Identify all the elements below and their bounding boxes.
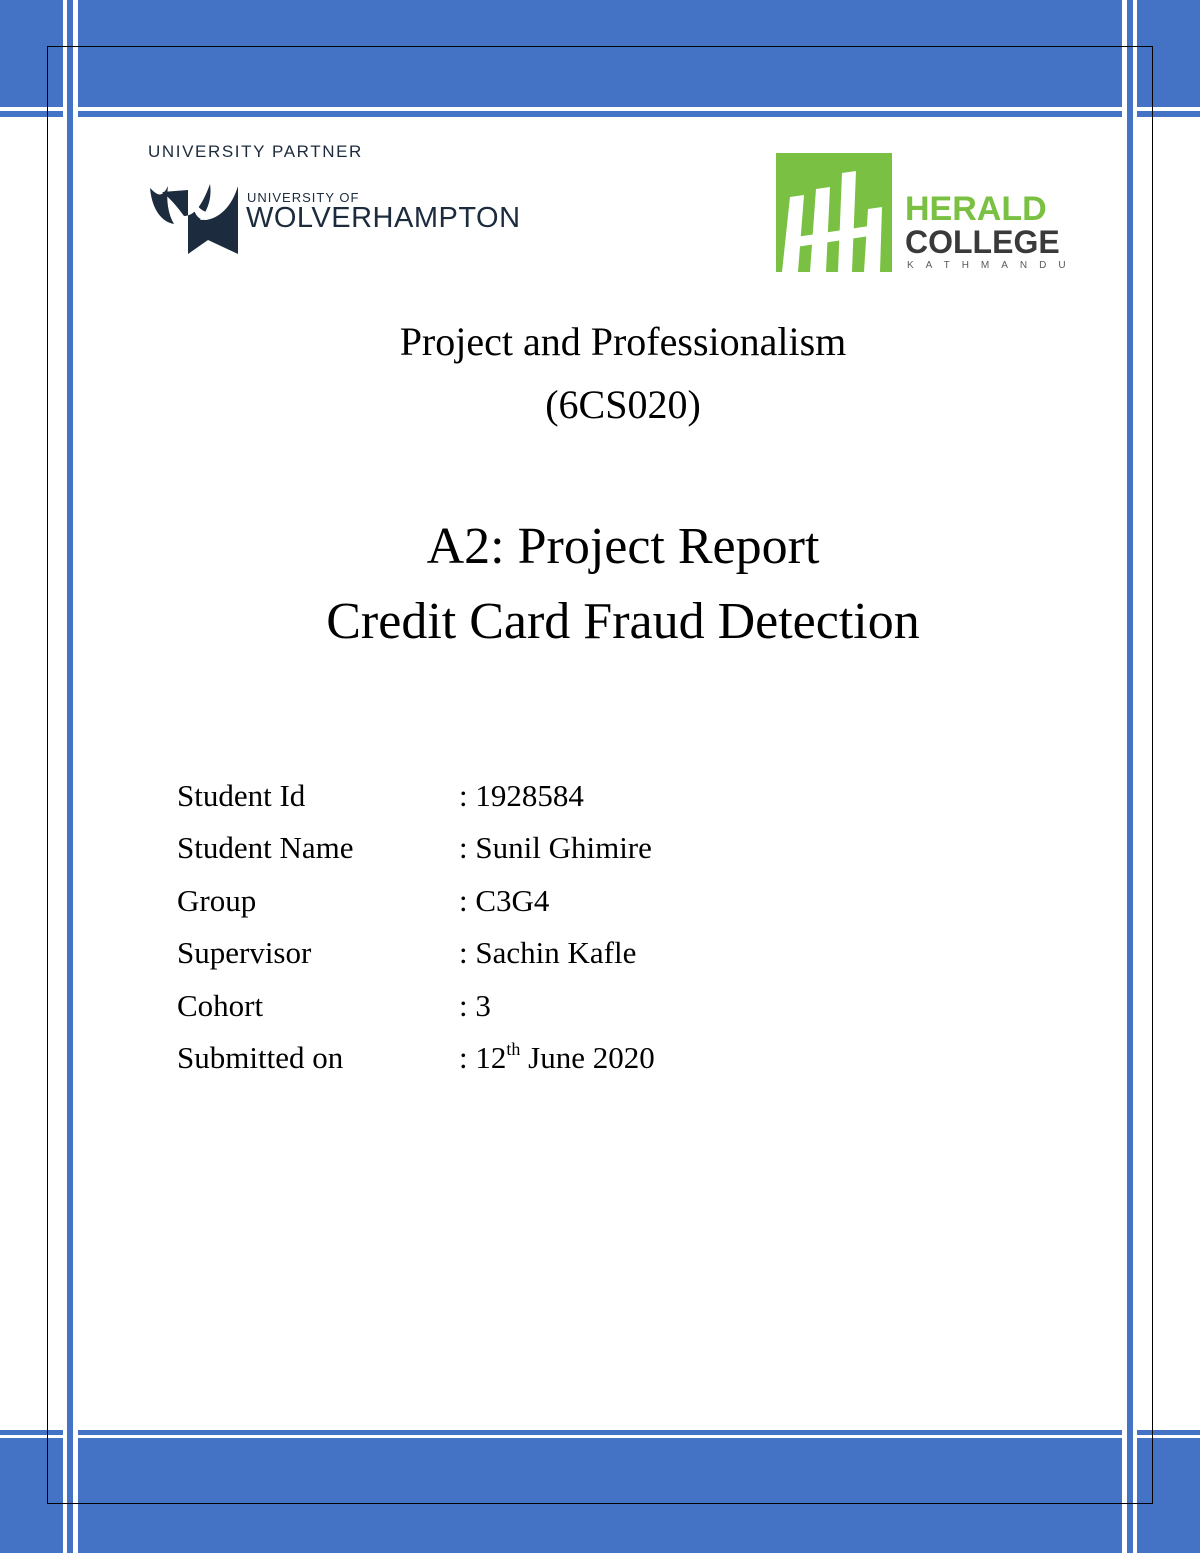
detail-label: Student Name xyxy=(177,830,354,866)
detail-label: Student Id xyxy=(177,778,306,813)
detail-value: : 1928584 xyxy=(459,778,584,813)
module-code: (6CS020) xyxy=(545,382,701,427)
kathmandu-label: KATHMANDU xyxy=(907,260,1078,271)
detail-label: Supervisor xyxy=(177,935,312,971)
detail-label: Group xyxy=(177,882,257,918)
bottom-border-line xyxy=(0,1430,1200,1435)
wolverhampton-name: WOLVERHAMPTON xyxy=(246,202,521,234)
left-border-gap-inner xyxy=(73,0,78,1553)
detail-value: : Sachin Kafle xyxy=(459,935,637,971)
detail-label: Submitted on xyxy=(177,1039,344,1075)
top-border-line xyxy=(0,112,1200,117)
herald-college-logo-icon xyxy=(776,153,892,272)
date-month-year: June 2020 xyxy=(520,1039,655,1075)
report-subtitle: Credit Card Fraud Detection xyxy=(326,593,920,650)
college-label: COLLEGE xyxy=(905,224,1060,260)
date-ordinal-suffix: th xyxy=(506,1038,521,1059)
report-title: A2: Project Report xyxy=(426,518,820,575)
top-border-gap xyxy=(0,107,1200,111)
university-partner-label: UNIVERSITY PARTNER xyxy=(148,142,363,161)
detail-label: Cohort xyxy=(177,987,264,1023)
date-day: : 12 xyxy=(459,1039,507,1075)
detail-value xyxy=(459,1037,655,1079)
bottom-border-band xyxy=(0,1438,1200,1553)
herald-label: HERALD xyxy=(905,190,1047,228)
detail-value: : C3G4 xyxy=(459,882,550,918)
wolverhampton-logo-icon xyxy=(148,180,240,254)
module-title: Project and Professionalism xyxy=(399,319,847,364)
university-of-label: UNIVERSITY OF xyxy=(247,190,360,205)
right-border-gap xyxy=(1133,0,1137,1553)
detail-value: : 3 xyxy=(459,987,491,1023)
top-border-band xyxy=(0,0,1200,112)
detail-value: : Sunil Ghimire xyxy=(459,830,652,866)
